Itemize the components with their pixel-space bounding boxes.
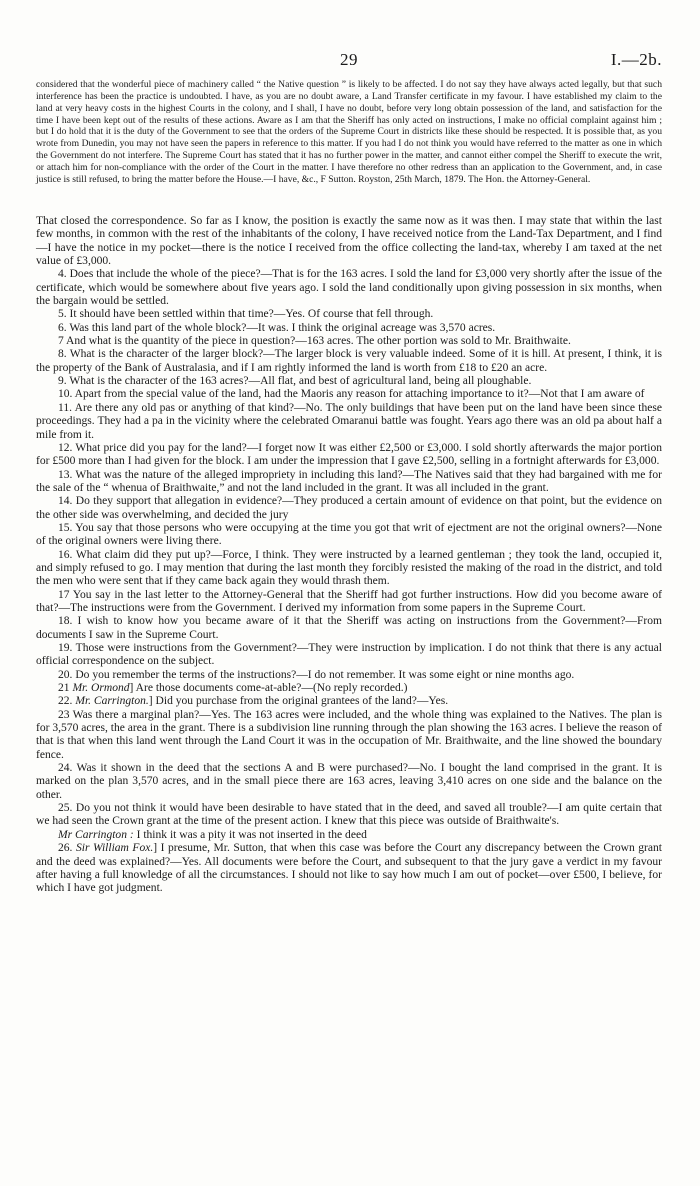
body-paragraph: 15. You say that those persons who were occupying at the time you got that writ of ejectment are not the original owners?—None of the original owners were living there. — [36, 521, 662, 548]
body-paragraph: 4. Does that include the whole of the piece?—That is for the 163 acres. I sold the land for £3,000 very shortly after the issue of the certificate, which would be somewhere about five years ago. I sold the land conditionally upon giving possession in six months, when the bargain would be settled. — [36, 268, 662, 308]
body-paragraph: 23 Was there a marginal plan?—Yes. The 163 acres were included, and the whole thing was explained to the Natives. The plan is for 3,570 acres, the area in the grant. There is a subdivision line running through the plan showing the 163 acres. I believe the reason of that is that when this land went through the Land Court it was in the occupation of Mr. Braithwaite, and the line showed the boundary fence. — [36, 708, 662, 761]
paragraph-text: I think it was a pity it was not inserted in the deed — [133, 828, 367, 841]
question-number: 21 — [58, 682, 73, 695]
body-paragraph — [36, 842, 662, 895]
body-paragraph: 5. It should have been settled within that time?—Yes. Of course that fell through. — [58, 308, 434, 321]
body-paragraph: 6. Was this land part of the whole block?—It was. I think the original acreage was 3,570 acres. — [58, 321, 496, 334]
body-paragraph: 18. I wish to know how you became aware of it that the Sheriff was acting on instructions from the Government?—From documents I saw in the Supreme Court. — [36, 615, 662, 641]
page-reference: I.—2b. — [610, 50, 662, 69]
body-paragraph: That closed the correspondence. So far as I know, the position is exactly the same now as it was then. I may state that within the last few months, in common with the rest of the inhabitants of the colony, I have received notice from the Land-Tax Department, and I find—I have the notice in my pocket—there is the notice I received from the office collecting the land-tax, whereby I am taxed at the net value of £3,000. — [36, 215, 662, 268]
body-paragraph: 20. Do you remember the terms of the instructions?—I do not remember. It was some eight or nine months ago. — [58, 668, 575, 681]
body-paragraph: 11. Are there any old pas or anything of that kind?—No. The only buildings that have been put on the land have been since these proceedings. They had a pa in the vicinity where the celebrated Omaranui battle was fought. Years ago there was an old pa about half a mile from it. — [36, 401, 662, 441]
body-paragraph: 7 And what is the quantity of the piece in question?—163 acres. The other portion was sold to Mr. Braithwaite. — [58, 335, 571, 348]
speaker-name: Mr Carrington : — [58, 828, 134, 841]
body-paragraph — [36, 695, 662, 708]
speaker-name: Sir William Fox. — [75, 842, 154, 855]
paragraph-text: ] Did you purchase from the original grantees of the land?—Yes. — [148, 695, 449, 708]
speaker-name: Mr. Carrington. — [75, 695, 149, 708]
document-body — [36, 215, 662, 896]
page-number: 29 — [340, 50, 358, 69]
paragraph-text: ] Are those documents come-at-able?—(No reply recorded.) — [129, 682, 408, 695]
paragraph-text: ] I presume, Mr. Sutton, that when this case was before the Court any discrepancy between the Crown grant and the deed was explained?—Yes. All documents were before the Court, and subsequent to that the jury gave a verdict in my favour after having a full knowledge of all the circumstances. I should not like to say how much I am out of pocket—over £500, I believe, for which I have got judgment. — [36, 842, 662, 895]
body-paragraph: 10. Apart from the special value of the land, had the Maoris any reason for attaching importance to it?—Not that I am aware of — [58, 388, 645, 401]
body-paragraph: 9. What is the character of the 163 acres?—All flat, and best of agricultural land, being all ploughable. — [58, 375, 532, 388]
body-paragraph: 8. What is the character of the larger block?—The larger block is very valuable indeed. Some of it is hill. At present, I think, it is the property of the Bank of Australasia, and if I am rightly informed the land is worth from £18 to £20 an acre. — [36, 348, 662, 374]
body-paragraph: 13. What was the nature of the alleged impropriety in including this land?—The Natives said that they had bargained with me for the sale of the “ whenua of Braithwaite,” and not the land included in the grant. It was all included in the grant. — [36, 468, 662, 494]
question-number: 22. — [58, 695, 76, 708]
body-paragraph — [36, 829, 662, 842]
quoted-letter: considered that the wonderful piece of machinery called “ the Native question ” is likely to be affected. I do not say they have always acted legally, but that such interference has been the practice is undoubted. I have, as you are no doubt aware, a Land Transfer certificate in my favour. I have established my claim to the land at very heavy costs in the highest Courts in the colony, and I shall, I have no doubt, before very long obtain possession of the land, and satisfaction for the time I have been kept out of the results of these actions. Aware as I am that the Sheriff has only acted on instructions, I make no official complaint against him ; but I do hold that it is the duty of the Government to see that the orders of the Supreme Court in districts like these should be respected. It is possible that, as you wrote from Dunedin, you may not have seen the papers in reference to this matter. If you had I do not think you would have referred to the matter as one in which the Government do not interfere. The Supreme Court has stated that it has no further power in the matter, and cannot either compel the Sheriff to execute the writ, or attach him for non-compliance with the order of the Court in the matter. I have therefore no other redress than an application to the Government, and, in case justice is still refused, to bring the matter before the House.—I have, &c., F Sutton. Royston, 25th March, 1879. The Hon. the Attorney-General. — [36, 79, 662, 185]
body-paragraph: 16. What claim did they put up?—Force, I think. They were instructed by a learned gentleman ; they took the land, occupied it, and simply refused to go. I may mention that during the last month they forcibly resisted the making of the road in the district, and told the men who were sent that if they came back again they would thrash them. — [36, 548, 662, 588]
question-number: 26. — [58, 842, 76, 855]
body-paragraph: 25. Do you not think it would have been desirable to have stated that in the deed, and saved all trouble?—I am quite certain that we had seen the Crown grant at the time of the present action. I knew that this piece was outside of Braithwaite's. — [36, 802, 662, 828]
body-paragraph: 12. What price did you pay for the land?—I forget now It was either £2,500 or £3,000. I sold shortly afterwards the major portion for £500 more than I had given for the block. I am under the impression that I gave £2,500, selling in a fortnight afterwards for £3,000. — [36, 441, 662, 468]
body-paragraph: 19. Those were instructions from the Government?—They were instruction by implication. I do not think that there is any actual official correspondence on the subject. — [36, 642, 662, 668]
body-paragraph — [36, 682, 662, 695]
page-header — [36, 50, 662, 74]
speaker-name: Mr. Ormond — [72, 682, 130, 695]
body-paragraph: 17 You say in the last letter to the Attorney-General that the Sheriff had got further instructions. How did you become aware of that?—The instructions were from the Government. I derived my information from some papers in the Supreme Court. — [36, 588, 662, 614]
body-paragraph: 24. Was it shown in the deed that the sections A and B were purchased?—No. I bought the land comprised in the grant. It is marked on the plan 3,570 acres, and in the small piece there are 163 acres, leaving 3,410 acres on one side and the balance on the other. — [36, 762, 662, 801]
body-paragraph: 14. Do they support that allegation in evidence?—They produced a certain amount of evidence on that point, but the evidence on the other side was overwhelming, and decided the jury — [36, 495, 662, 521]
